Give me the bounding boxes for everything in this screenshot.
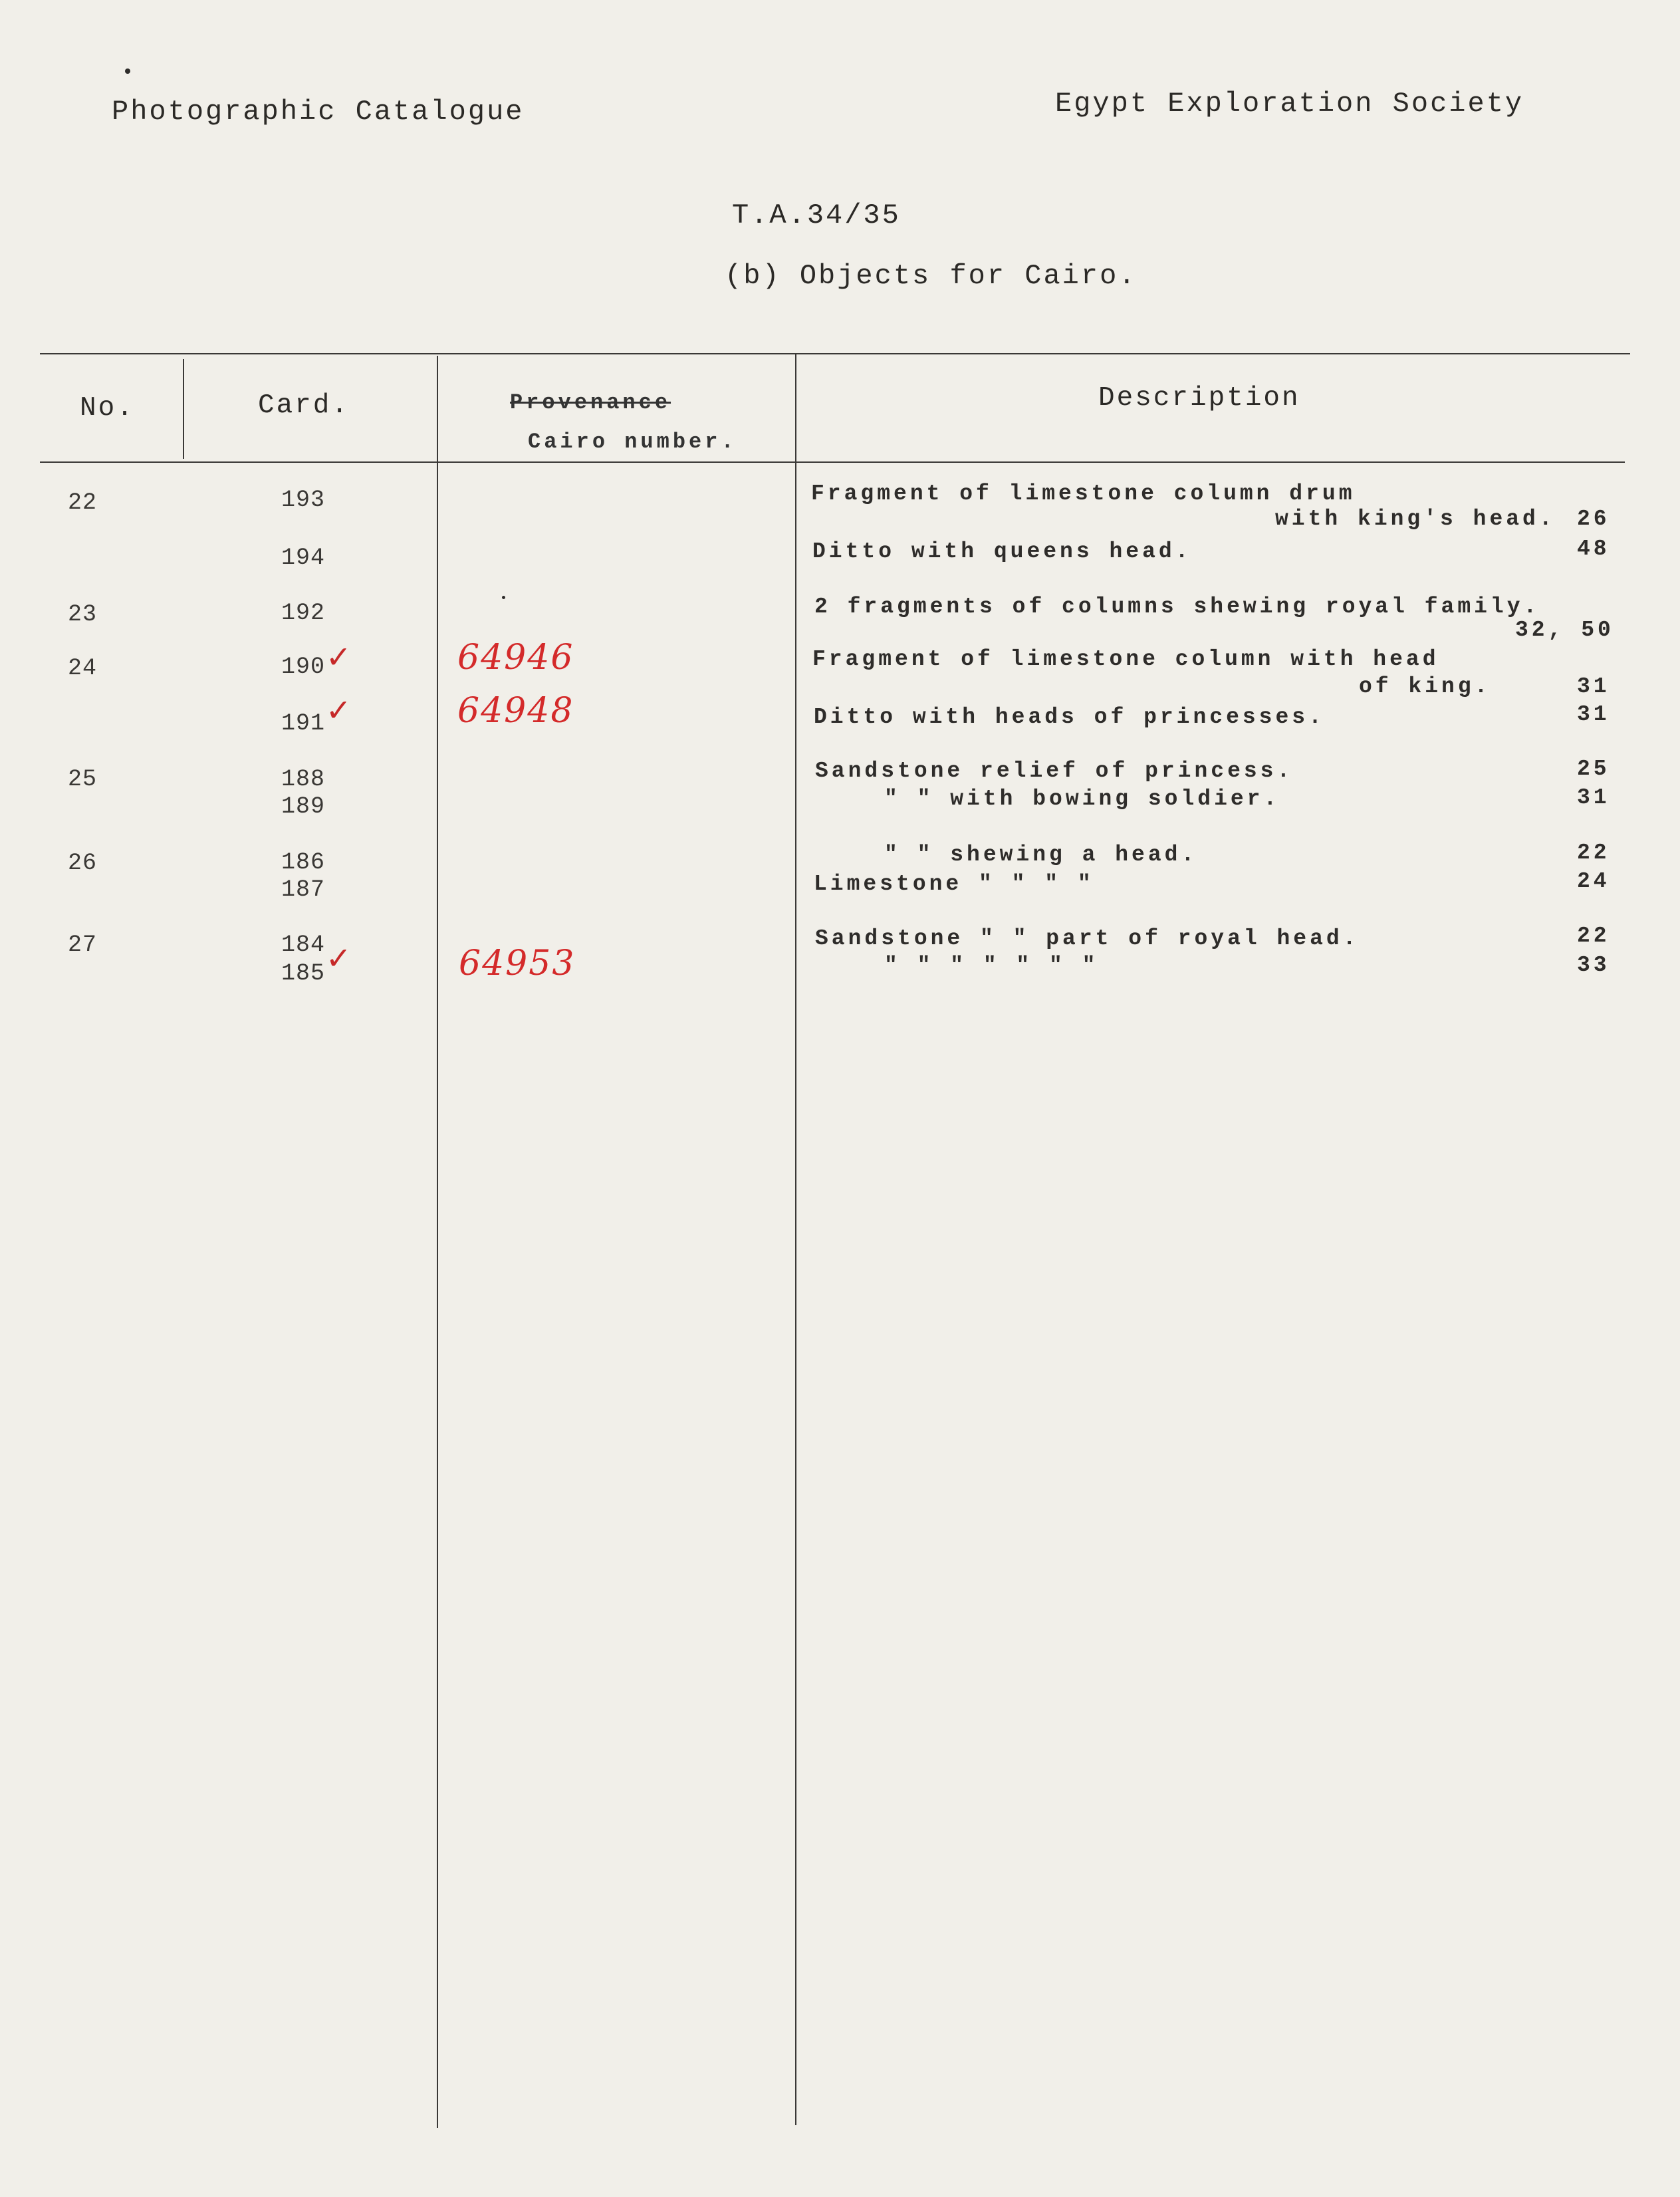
check-mark-icon: ✓ (326, 692, 352, 728)
column-divider (437, 356, 438, 2128)
reference-code: T.A.34/35 (732, 199, 901, 231)
card-number: 192 (281, 600, 326, 626)
plate-number: 31 (1577, 785, 1610, 810)
description-line: of king. (1359, 674, 1491, 699)
entry-number: 27 (68, 932, 98, 958)
entry-number: 22 (68, 489, 98, 516)
plate-number: 32, 50 (1515, 618, 1614, 642)
card-number: 194 (281, 545, 326, 571)
description-line: Fragment of limestone column drum (811, 481, 1356, 506)
description-line: 2 fragments of columns shewing royal family. (814, 594, 1540, 619)
description-line: Ditto with heads of princesses. (814, 705, 1325, 729)
col-header-provenance-struck: Provenance (510, 390, 671, 415)
section-subtitle: (b) Objects for Cairo. (725, 260, 1138, 292)
description-line: Sandstone " " part of royal head. (815, 926, 1360, 951)
description-line: Sandstone relief of princess. (815, 759, 1294, 783)
plate-number: 48 (1577, 537, 1610, 561)
card-number: 193 (281, 487, 326, 513)
column-divider (183, 359, 184, 459)
entry-number: 24 (68, 655, 98, 682)
card-number: 191 (281, 710, 326, 737)
plate-number: 26 (1577, 507, 1610, 531)
cairo-number-handwritten: 64946 (457, 638, 574, 678)
col-header-description: Description (1098, 383, 1300, 414)
header-bottom-rule (40, 461, 1625, 463)
description-line: with king's head. (1275, 507, 1556, 531)
entry-number: 23 (68, 601, 98, 628)
cairo-number-handwritten: 64953 (459, 944, 576, 983)
plate-number: 31 (1577, 674, 1610, 699)
check-mark-icon: ✓ (326, 940, 352, 976)
ink-spot (502, 596, 505, 599)
card-number: 187 (281, 876, 326, 903)
col-header-no: No. (80, 393, 135, 424)
description-line: " " " " " " " (884, 954, 1099, 978)
description-line: " " with bowing soldier. (884, 787, 1280, 811)
plate-number: 25 (1577, 757, 1610, 781)
entry-number: 26 (68, 850, 98, 876)
plate-number: 22 (1577, 840, 1610, 865)
plate-number: 22 (1577, 924, 1610, 948)
card-number: 188 (281, 766, 326, 793)
entry-number: 25 (68, 766, 98, 793)
col-header-cairo-number: Cairo number. (528, 430, 737, 454)
description-line: Fragment of limestone column with head (812, 647, 1439, 672)
society-name: Egypt Exploration Society (1055, 88, 1524, 120)
description-line: Ditto with queens head. (812, 539, 1192, 564)
col-header-card: Card. (258, 390, 350, 421)
plate-number: 33 (1577, 953, 1610, 977)
table-top-rule (40, 353, 1630, 354)
plate-number: 24 (1577, 869, 1610, 894)
description-line: Limestone " " " " (814, 872, 1094, 896)
plate-number: 31 (1577, 702, 1610, 727)
cairo-number-handwritten: 64948 (457, 691, 574, 731)
card-number: 184 (281, 932, 326, 958)
card-number: 185 (281, 960, 326, 987)
description-line: " " shewing a head. (884, 842, 1198, 867)
column-divider (795, 353, 796, 2125)
card-number: 189 (281, 793, 326, 820)
catalogue-title: Photographic Catalogue (112, 96, 525, 128)
check-mark-icon: ✓ (326, 639, 352, 675)
card-number: 190 (281, 654, 326, 680)
card-number: 186 (281, 849, 326, 876)
ink-spot (125, 68, 130, 74)
